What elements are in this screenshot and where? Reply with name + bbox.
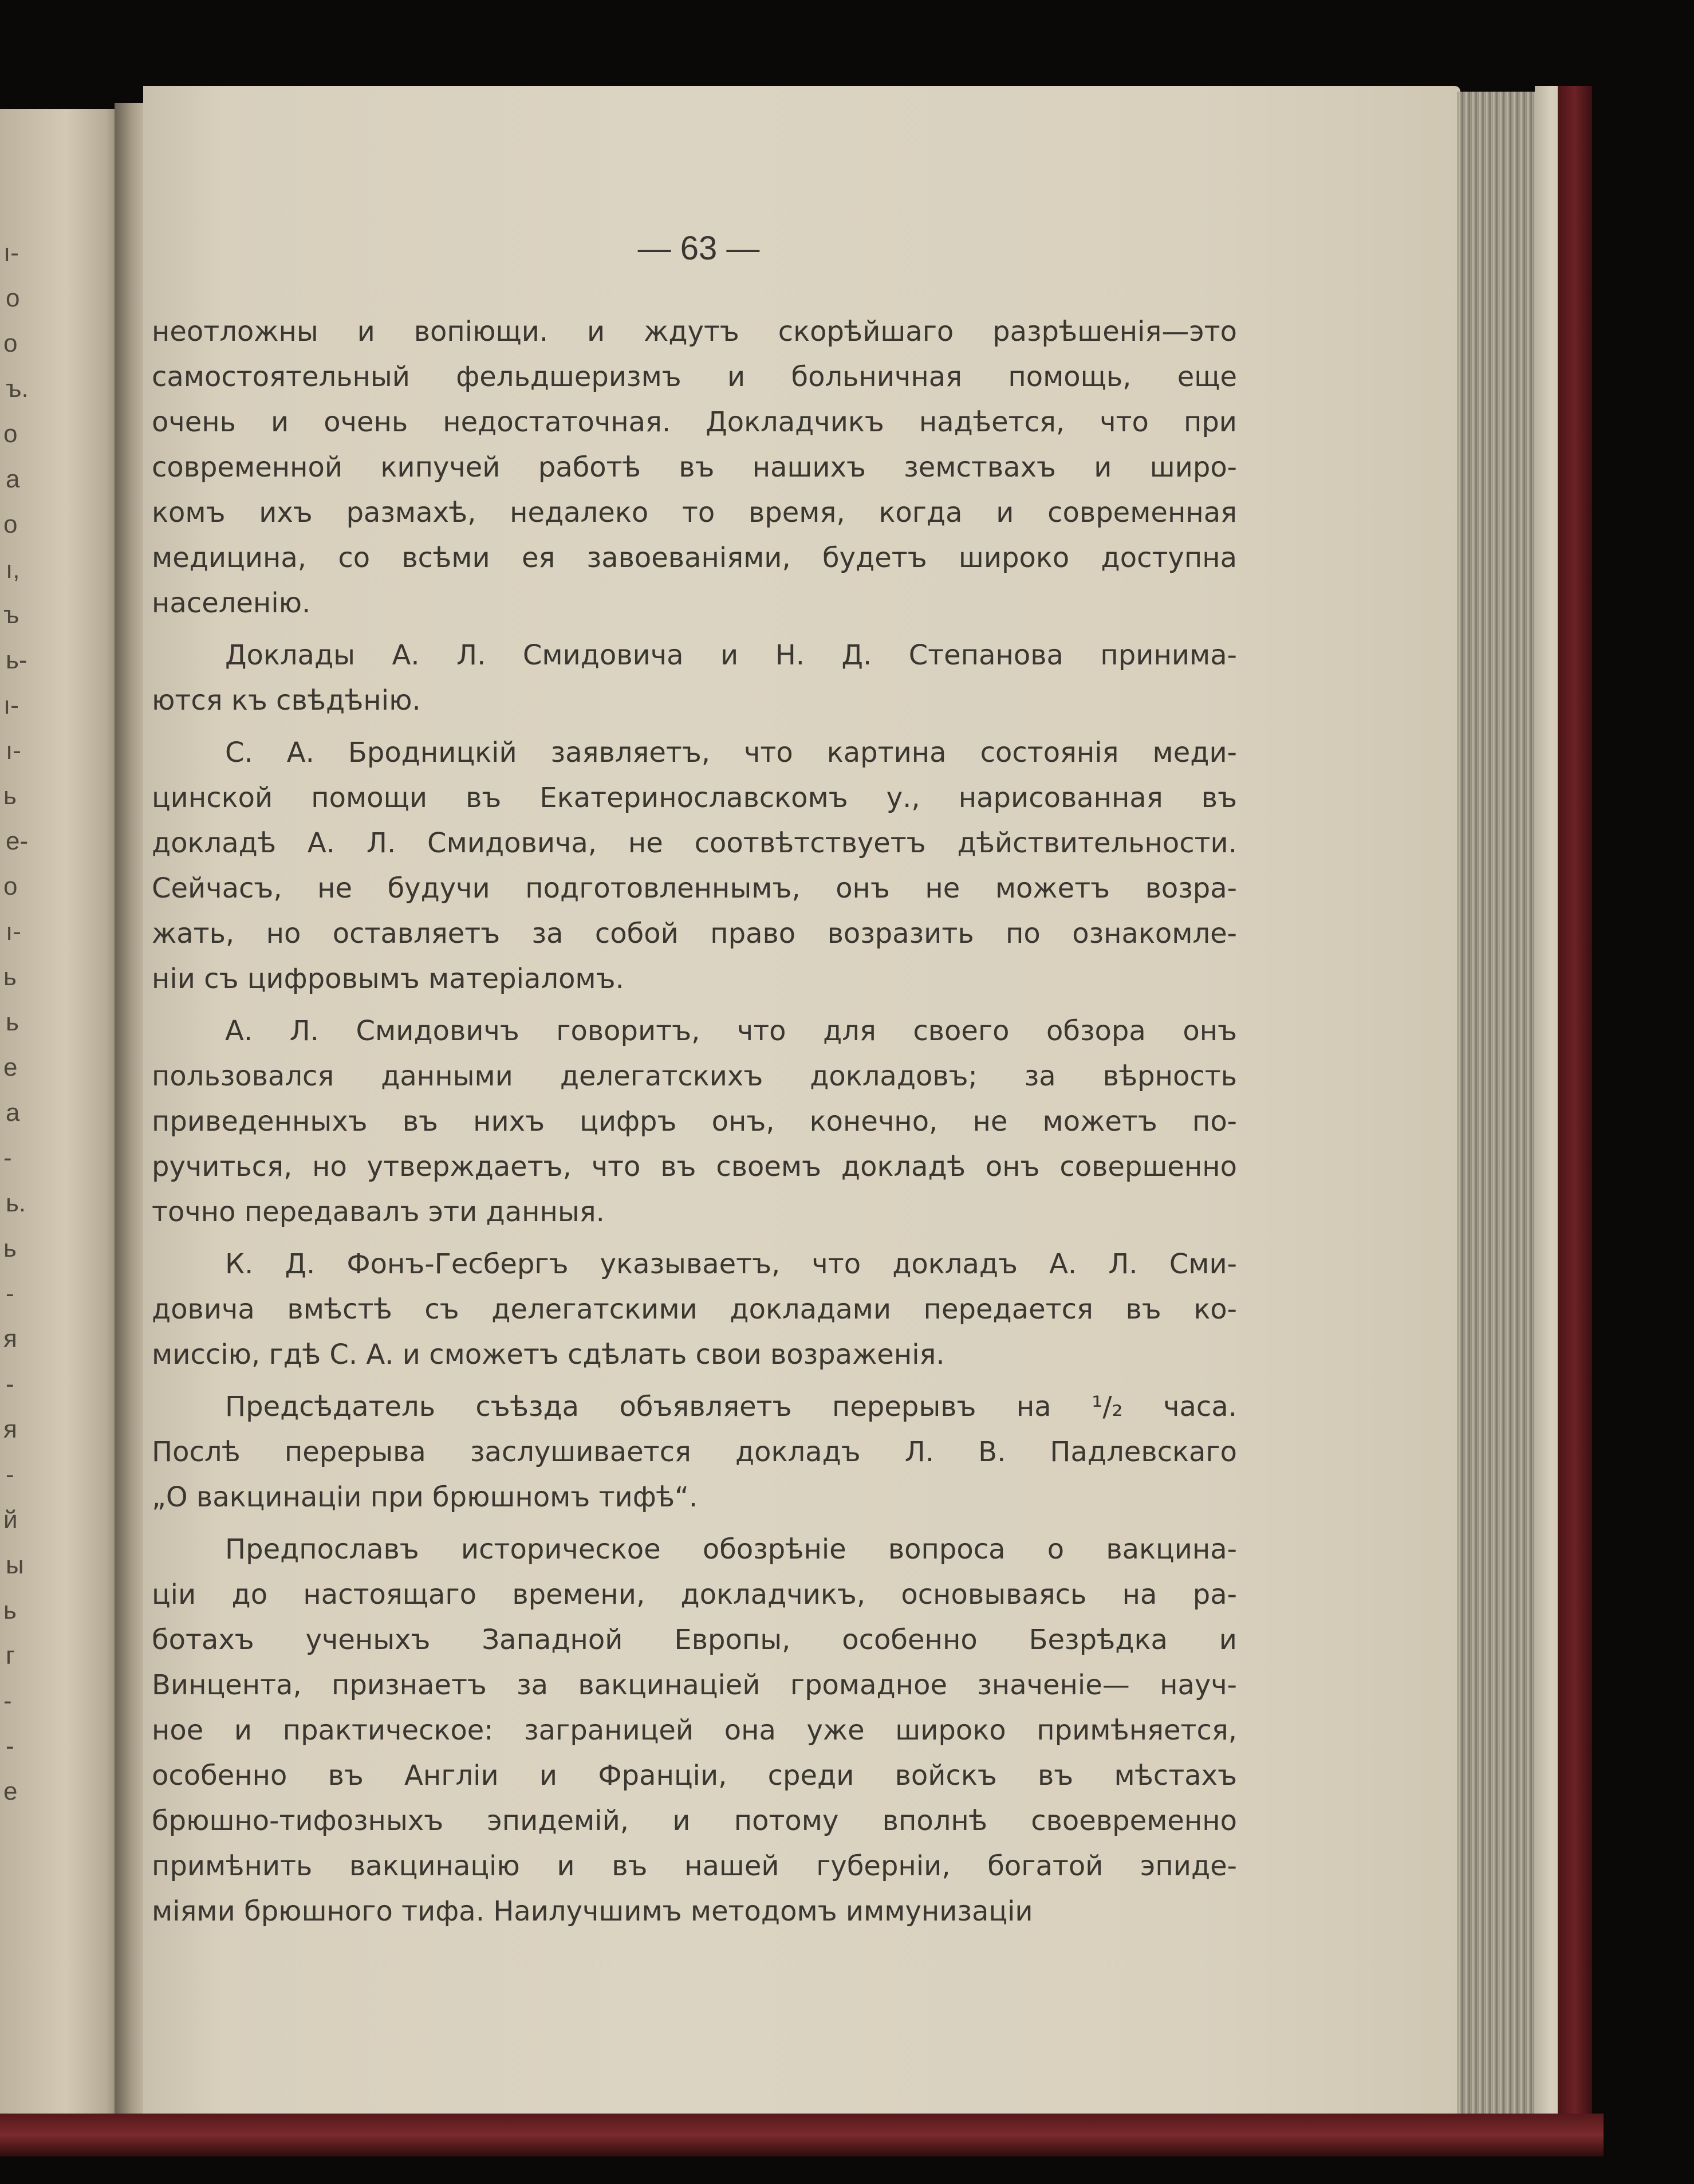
paragraph	[152, 309, 1237, 626]
left-page-fragment: -	[6, 1370, 14, 1398]
left-page-fragment: ь.	[6, 1189, 26, 1217]
left-page-fragment: г	[6, 1642, 15, 1670]
text-line: жать, но оставляетъ за собой право возразить по ознакомле-	[152, 918, 1237, 950]
left-page-fragment: е-	[6, 827, 29, 855]
text-line: приведенныхъ въ нихъ цифръ онъ, конечно, не можетъ по-	[152, 1105, 1237, 1138]
text-line: Винцента, признаетъ за вакцинаціей громадное значеніе— науч-	[152, 1669, 1237, 1701]
left-page-fragment: ь	[3, 963, 17, 991]
left-page-fragment: ы	[6, 1551, 24, 1579]
text-line: „О вакцинаціи при брюшномъ тифѣ“.	[152, 1481, 698, 1513]
left-page-fragment: е	[3, 1777, 18, 1805]
text-line: А. Л. Смидовичъ говоритъ, что для своего обзора онъ	[225, 1015, 1237, 1047]
left-page-fragment: ı-	[3, 239, 19, 267]
left-page-fragment: ı-	[3, 691, 19, 719]
page-number: — 63 —	[637, 230, 760, 267]
text-line: неотложны и вопіющи. и ждутъ скорѣйшаго разрѣшенія—это	[152, 316, 1237, 348]
text-line: точно передавалъ эти данныя.	[152, 1196, 605, 1228]
left-page-fragment: ı-	[6, 737, 21, 765]
left-page-fragment: ь-	[6, 646, 27, 674]
body-text	[152, 309, 1237, 1941]
left-page-fragment: ъ	[3, 601, 19, 629]
text-line: Доклады А. Л. Смидовича и Н. Д. Степанова принима-	[225, 639, 1237, 671]
text-line: ное и практическое: заграницей она уже широко примѣняется,	[152, 1714, 1237, 1746]
book-binding	[0, 2114, 1604, 2157]
left-page-fragment: ь	[3, 1234, 17, 1262]
text-line: миссію, гдѣ С. А. и сможетъ сдѣлать свои возраженія.	[152, 1339, 945, 1371]
text-line: С. А. Бродницкій заявляетъ, что картина состоянія меди-	[225, 737, 1237, 769]
left-page-fragment: о	[6, 284, 20, 312]
text-line: ціи до настоящаго времени, докладчикъ, основываясь на ра-	[152, 1579, 1237, 1611]
paragraph	[152, 1527, 1237, 1934]
left-page-fragment: -	[6, 1461, 14, 1489]
text-line: пользовался данными делегатскихъ докладовъ; за вѣрность	[152, 1060, 1237, 1092]
left-page-fragment: ı,	[6, 556, 20, 584]
text-line: самостоятельный фельдшеризмъ и больничная помощь, еще	[152, 361, 1237, 393]
left-page-fragment: -	[3, 1687, 12, 1715]
left-page-fragment: о	[3, 420, 18, 448]
left-page-fragment: й	[3, 1506, 18, 1534]
text-line: Предпославъ историческое обозрѣніе вопроса о вакцина-	[225, 1533, 1237, 1565]
left-page-fragment: ь	[6, 1008, 19, 1036]
left-page-fragment: я	[3, 1415, 17, 1443]
paragraph	[152, 1384, 1237, 1520]
left-page	[0, 109, 120, 2114]
text-line: Сейчасъ, не будучи подготовленнымъ, онъ не можетъ возра-	[152, 872, 1237, 904]
left-page-fragment: ь	[3, 1596, 17, 1624]
left-page-fragment: а	[6, 1099, 20, 1127]
text-line: довича вмѣстѣ съ делегатскими докладами передается въ ко-	[152, 1293, 1237, 1325]
text-line: ніи съ цифровымъ матеріаломъ.	[152, 963, 624, 995]
text-line: населенію.	[152, 587, 311, 619]
paragraph	[152, 1009, 1237, 1235]
paragraph	[152, 1242, 1237, 1378]
page-edges	[1457, 92, 1535, 2125]
text-line: міями брюшного тифа. Наилучшимъ методомъ иммунизаціи	[152, 1895, 1033, 1927]
left-page-fragment: ь	[3, 782, 17, 810]
text-line: К. Д. Фонъ-Гесбергъ указываетъ, что докладъ А. Л. Сми-	[225, 1248, 1237, 1280]
text-line: брюшно-тифозныхъ эпидемій, и потому вполнѣ своевременно	[152, 1805, 1237, 1837]
left-page-fragment: е	[3, 1053, 18, 1081]
left-page-fragment: ı-	[6, 918, 21, 946]
left-page-fragment: -	[3, 1144, 12, 1172]
left-page-fragment: о	[3, 329, 18, 357]
text-line: комъ ихъ размахѣ, недалеко то время, когда и современная	[152, 497, 1237, 529]
left-page-fragment: я	[3, 1325, 17, 1353]
left-page-fragment: о	[3, 510, 18, 538]
left-page-fragment: -	[6, 1732, 14, 1760]
book-cover-edge	[1558, 86, 1592, 2148]
paragraph	[152, 633, 1237, 723]
text-line: особенно въ Англіи и Франціи, среди войскъ въ мѣстахъ	[152, 1760, 1237, 1792]
text-line: ются къ свѣдѣнію.	[152, 684, 421, 717]
left-page-fragment: а	[6, 465, 20, 493]
text-line: современной кипучей работѣ въ нашихъ земствахъ и широ-	[152, 451, 1237, 483]
text-line: Послѣ перерыва заслушивается докладъ Л. В. Падлевскаго	[152, 1436, 1237, 1468]
left-page-fragment: ъ.	[6, 375, 29, 403]
text-line: ручиться, но утверждаетъ, что въ своемъ докладѣ онъ совершенно	[152, 1151, 1237, 1183]
left-page-fragment: -	[6, 1280, 14, 1308]
left-page-fragment: о	[3, 872, 18, 900]
text-line: Предсѣдатель съѣзда объявляетъ перерывъ на ¹/₂ часа.	[225, 1391, 1237, 1423]
text-line: примѣнить вакцинацію и въ нашей губерніи, богатой эпиде-	[152, 1850, 1237, 1882]
text-line: докладѣ А. Л. Смидовича, не соотвѣтствуетъ дѣйствительности.	[152, 827, 1237, 859]
text-line: очень и очень недостаточная. Докладчикъ надѣется, что при	[152, 406, 1237, 438]
paragraph	[152, 730, 1237, 1002]
text-line: цинской помощи въ Екатеринославскомъ у., нарисованная въ	[152, 782, 1237, 814]
text-line: ботахъ ученыхъ Западной Европы, особенно Безрѣдка и	[152, 1624, 1237, 1656]
text-line: медицина, со всѣми ея завоеваніями, будетъ широко доступна	[152, 542, 1237, 574]
